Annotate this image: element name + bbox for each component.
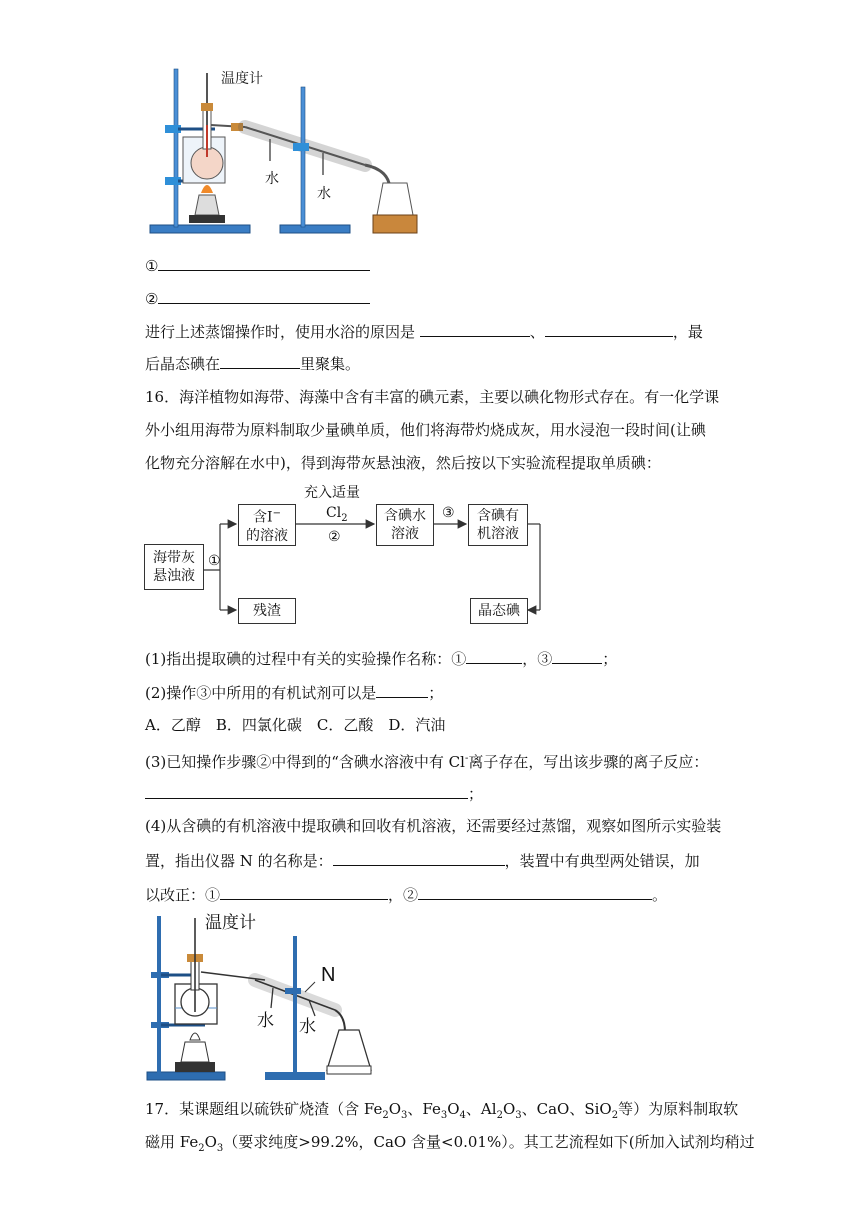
water-out-label: 水 [317,186,331,202]
text: 海带灰 [153,550,195,566]
text: 3 [440,1110,448,1121]
text: 含碘水 [384,508,426,524]
flow-box-kelp-ash-suspension [144,544,204,590]
q16-answer-blank-op3[interactable] [552,647,602,664]
text: − [272,508,281,520]
q17-line-2 [145,1131,755,1160]
distillation-apparatus-figure-1 [145,65,430,243]
text: 置，指出仪器 N 的名称是： [145,852,333,870]
text: 悬浊液 [153,568,195,584]
text: Cl [326,505,342,521]
water-in-label: 水 [257,1011,274,1031]
q15-blank-1-line [145,254,370,277]
text: 、Fe [407,1100,441,1118]
text: - [464,753,469,764]
q16-sub4-line-3 [145,883,667,906]
text: 2 [382,1110,389,1121]
text: ，装置中有典型两处错误，加 [504,852,700,870]
q16-intro-line-3: 化物充分溶解在水中)，得到海带灰悬浊液，然后按以下实验流程提取单质碘： [145,454,661,472]
flow-step-2-reagent [326,504,348,528]
text: 3 [515,1110,522,1121]
text: O [502,1100,516,1118]
text: 2 [198,1143,205,1154]
text: (1)指出提取碘的过程中有关的实验操作名称：① [145,650,467,668]
text: 2 [496,1110,503,1121]
q15-blank-2-line [145,287,370,310]
q15-item-2: ② [145,290,159,308]
q16-answer-blank-ionic-equation[interactable] [145,782,468,799]
text: 、 [529,323,545,341]
water-in-label: 水 [265,171,279,187]
flow-step-1-label: ① [208,553,221,569]
q15-answer-blank-3[interactable] [420,320,530,337]
q16-answer-blank-error-2[interactable] [418,883,652,900]
text: 2 [341,512,348,524]
q15-answer-blank-5[interactable] [220,352,300,369]
text: O [447,1100,460,1118]
q16-answer-blank-solvent[interactable] [376,681,428,698]
thermometer-label: 温度计 [205,913,256,933]
text: ，最 [672,323,703,341]
flow-step-2-top-label: 充入适量 [304,485,360,501]
text: 残渣 [253,603,281,619]
flow-box-iodine-aqueous [376,504,434,546]
q16-intro-line-2: 外小组用海带为原料制取少量碘单质，他们将海带灼烧成灰，用水浸泡一段时间(让碘 [145,421,706,439]
text: (3)已知操作步骤②中得到的“含碘水溶液中有 Cl [145,753,465,771]
q15-crystal-line [145,352,360,375]
q15-item-1: ① [145,257,159,275]
text: （要求纯度>99.2%，CaO 含量<0.01%）。其工艺流程如下(所加入试剂均稍过 [223,1133,755,1151]
text: 、Al [465,1100,497,1118]
text: ； [468,785,484,803]
flow-box-crystal-iodine [470,598,528,624]
q16-sub1-line [145,647,617,670]
q16-sub3-answer-line [145,782,483,805]
q16-sub3-line [145,748,708,773]
flow-box-residue [238,598,296,624]
text: 晶态碘 [478,603,520,619]
text: O [388,1100,402,1118]
text: 3 [401,1110,408,1121]
text: 2 [611,1110,619,1121]
text: 以改正：① [145,886,221,904]
text: 机溶液 [477,526,519,542]
text: O [204,1133,217,1151]
text: ； [428,684,444,702]
text: (2)操作③中所用的有机试剂可以是 [145,684,377,702]
water-out-label: 水 [299,1017,316,1037]
text: ； [602,650,618,668]
text: 的溶液 [246,527,288,544]
q16-answer-blank-op1[interactable] [466,647,522,664]
iodine-extraction-flowchart [140,482,560,630]
text: ，③ [522,650,553,668]
text: 含碘有 [477,508,519,524]
text: ，② [388,886,419,904]
text: 后晶态碘在 [145,355,221,373]
text: 含I [253,509,273,526]
text: 进行上述蒸馏操作时，使用水浴的原因是 [145,323,416,341]
flow-step-2-label: ② [328,529,341,545]
text: 离子存在，写出该步骤的离子反应： [468,753,709,771]
q17-line-1 [145,1098,738,1127]
thermometer-label: 温度计 [221,71,263,87]
text: 等）为原料制取软 [618,1100,739,1118]
text: 、CaO、SiO [521,1100,612,1118]
text: 4 [459,1110,466,1121]
instrument-n-label: N [321,964,336,986]
q16-answer-blank-error-1[interactable] [220,883,388,900]
flow-box-iodine-organic [468,504,528,546]
text: 3 [216,1143,224,1154]
distillation-apparatus-figure-2 [145,912,380,1084]
q16-choices-line: A．乙醇 B．四氯化碳 C．乙酸 D．汽油 [145,716,446,734]
q15-water-bath-line [145,320,703,343]
text: 17．某课题组以硫铁矿烧渣（含 Fe [145,1100,383,1118]
text [253,505,281,527]
q16-sub2-line [145,681,443,704]
q16-intro-line-1: 16．海洋植物如海带、海藻中含有丰富的碘元素，主要以碘化物形式存在。有一化学课 [145,388,720,406]
flow-box-iodide-solution [238,504,296,546]
flow-step-3-label: ③ [442,505,455,521]
q15-answer-blank-2[interactable] [158,287,370,304]
text: 磁用 Fe [145,1133,199,1151]
text: 。 [652,886,668,904]
q16-answer-blank-instrument-n[interactable] [333,849,505,866]
q16-sub4-line-1: (4)从含碘的有机溶液中提取碘和回收有机溶液，还需要经过蒸馏，观察如图所示实验装 [145,817,722,835]
q15-answer-blank-1[interactable] [158,254,370,271]
q15-answer-blank-4[interactable] [545,320,673,337]
text: 里聚集。 [300,355,361,373]
text: 溶液 [391,526,419,542]
q16-sub4-line-2 [145,849,700,872]
